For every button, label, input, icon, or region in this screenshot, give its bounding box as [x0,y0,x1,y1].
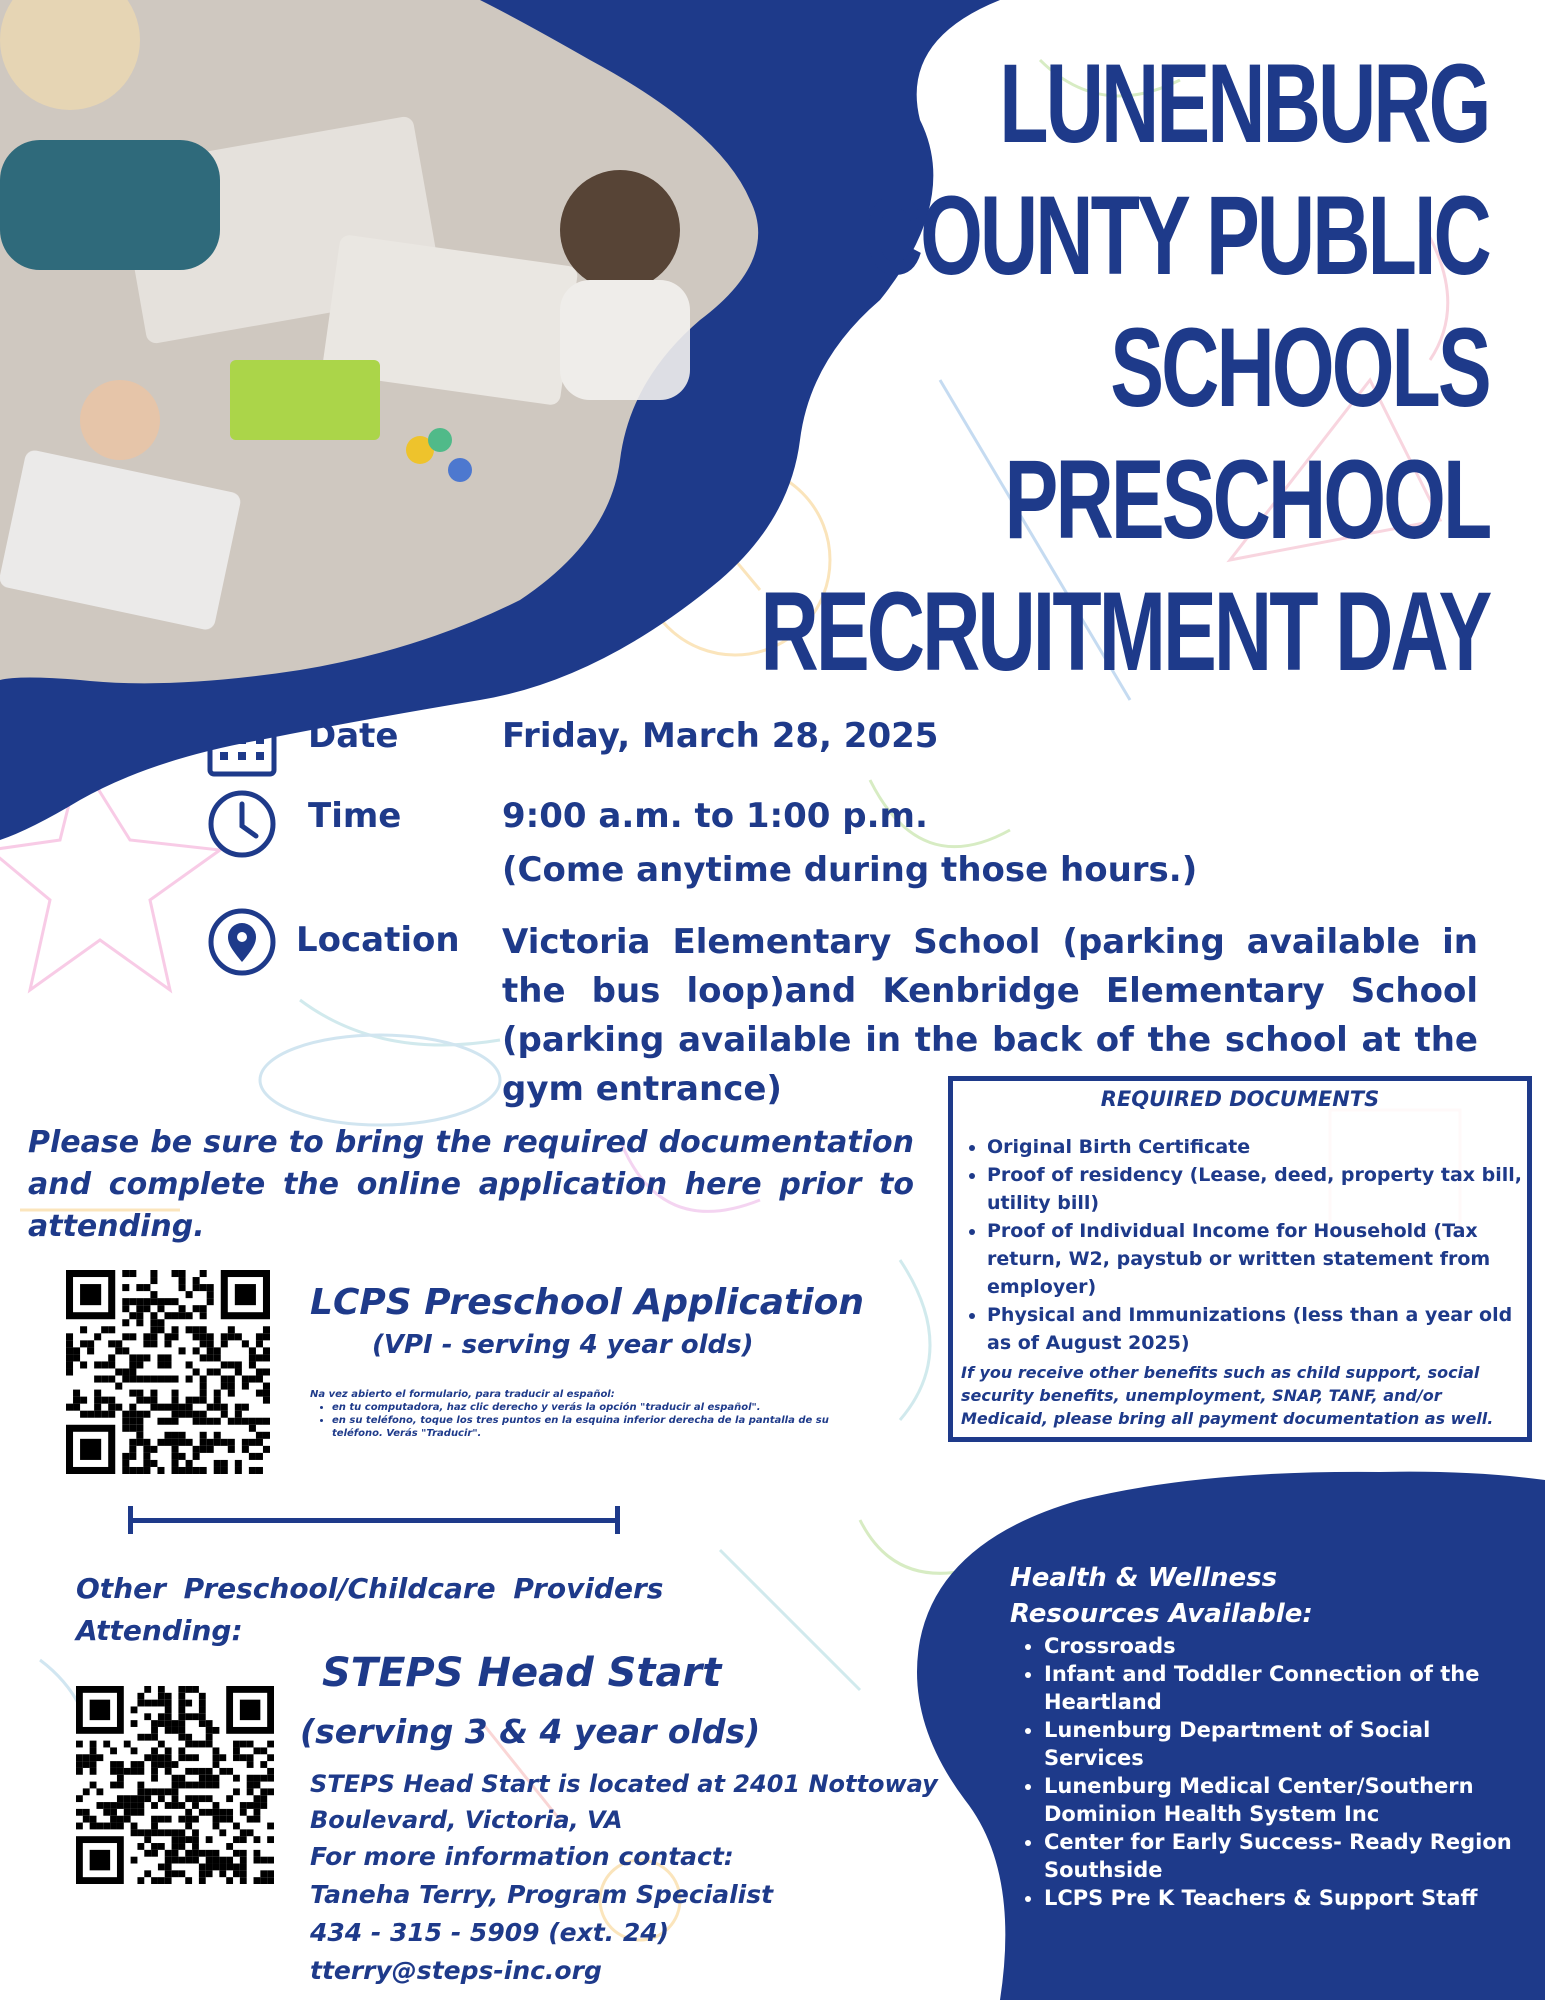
contact-heading: For more information contact: [310,1842,734,1871]
health-item: • Crossroads [1044,1632,1520,1660]
date-value: Friday, March 28, 2025 [502,716,939,756]
title-line-1: LUNENBURG [999,41,1489,166]
health-heading-2: Resources Available: [1010,1599,1313,1629]
steps-address: STEPS Head Start is located at 2401 Nottoway Boulevard, Victoria, VA [310,1770,938,1834]
translate-item: • en su teléfono, toque los tres puntos en la esquina inferior derecha de la pantalla de su teléfono. Verás "Traducir". [332,1414,870,1440]
location-value: Victoria Elementary School (parking available in the bus loop)and Kenbridge Elementary School (parking available in the back of the school at the gym entrance) [502,922,1478,1109]
title-line-4: PRESCHOOL [1004,437,1489,562]
contact-name: Taneha Terry, Program Specialist [310,1880,774,1909]
documents-note: If you receive other benefits such as child support, social security benefits, unemployment, SNAP, TANF, and/or Medicaid, please bring all payment documentation as well. [961,1363,1494,1428]
health-item: • Center for Early Success- Ready Region Southside [1044,1828,1520,1884]
time-value: 9:00 a.m. to 1:00 p.m. [502,796,928,836]
contact-phone[interactable]: 434 - 315 - 5909 (ext. 24) [310,1918,670,1947]
location-label: Location [296,920,460,960]
steps-name: STEPS Head Start [322,1650,722,1696]
steps-serving: (serving 3 & 4 year olds) [300,1712,761,1751]
translate-intro: Na vez abierto el formulario, para traducir al español: [310,1389,615,1400]
document-item: • Physical and Immunizations (less than a year old as of August 2025) [987,1301,1527,1357]
health-heading-1: Health & Wellness [1010,1563,1278,1593]
document-item: • Proof of Individual Income for Household (Tax return, W2, paystub or written statement from employer) [987,1217,1527,1301]
health-item: • Lunenburg Medical Center/Southern Dominion Health System Inc [1044,1772,1520,1828]
health-item: • Infant and Toddler Connection of the Heartland [1044,1660,1520,1716]
time-note: (Come anytime during those hours.) [502,850,1198,890]
reminder-text: Please be sure to bring the required documentation and complete the online application here prior to attending. [28,1125,914,1244]
contact-email[interactable]: tterry@steps-inc.org [310,1956,602,1985]
translate-item: • en tu computadora, haz clic derecho y verás la opción "traducir al español". [332,1401,870,1414]
time-label: Time [308,796,402,836]
health-resources-list [1010,1632,1520,1912]
application-subtitle: (VPI - serving 4 year olds) [372,1330,754,1360]
other-providers-heading: Other Preschool/Childcare Providers Attending: [76,1572,664,1647]
title-line-2: COUNTY PUBLIC [864,173,1489,298]
health-item: • Lunenburg Department of Social Services [1044,1716,1520,1772]
date-label: Date [308,716,399,756]
application-title[interactable]: LCPS Preschool Application [310,1282,865,1323]
health-item: • LCPS Pre K Teachers & Support Staff [1044,1884,1520,1912]
document-item: • Original Birth Certificate [987,1133,1527,1161]
document-item: • Proof of residency (Lease, deed, property tax bill, utility bill) [987,1161,1527,1217]
required-documents-heading: REQUIRED DOCUMENTS [1100,1087,1380,1111]
title-line-3: SCHOOLS [1110,305,1489,430]
title-line-5: RECRUITMENT DAY [760,569,1489,694]
health-resources [1010,1560,1520,1912]
